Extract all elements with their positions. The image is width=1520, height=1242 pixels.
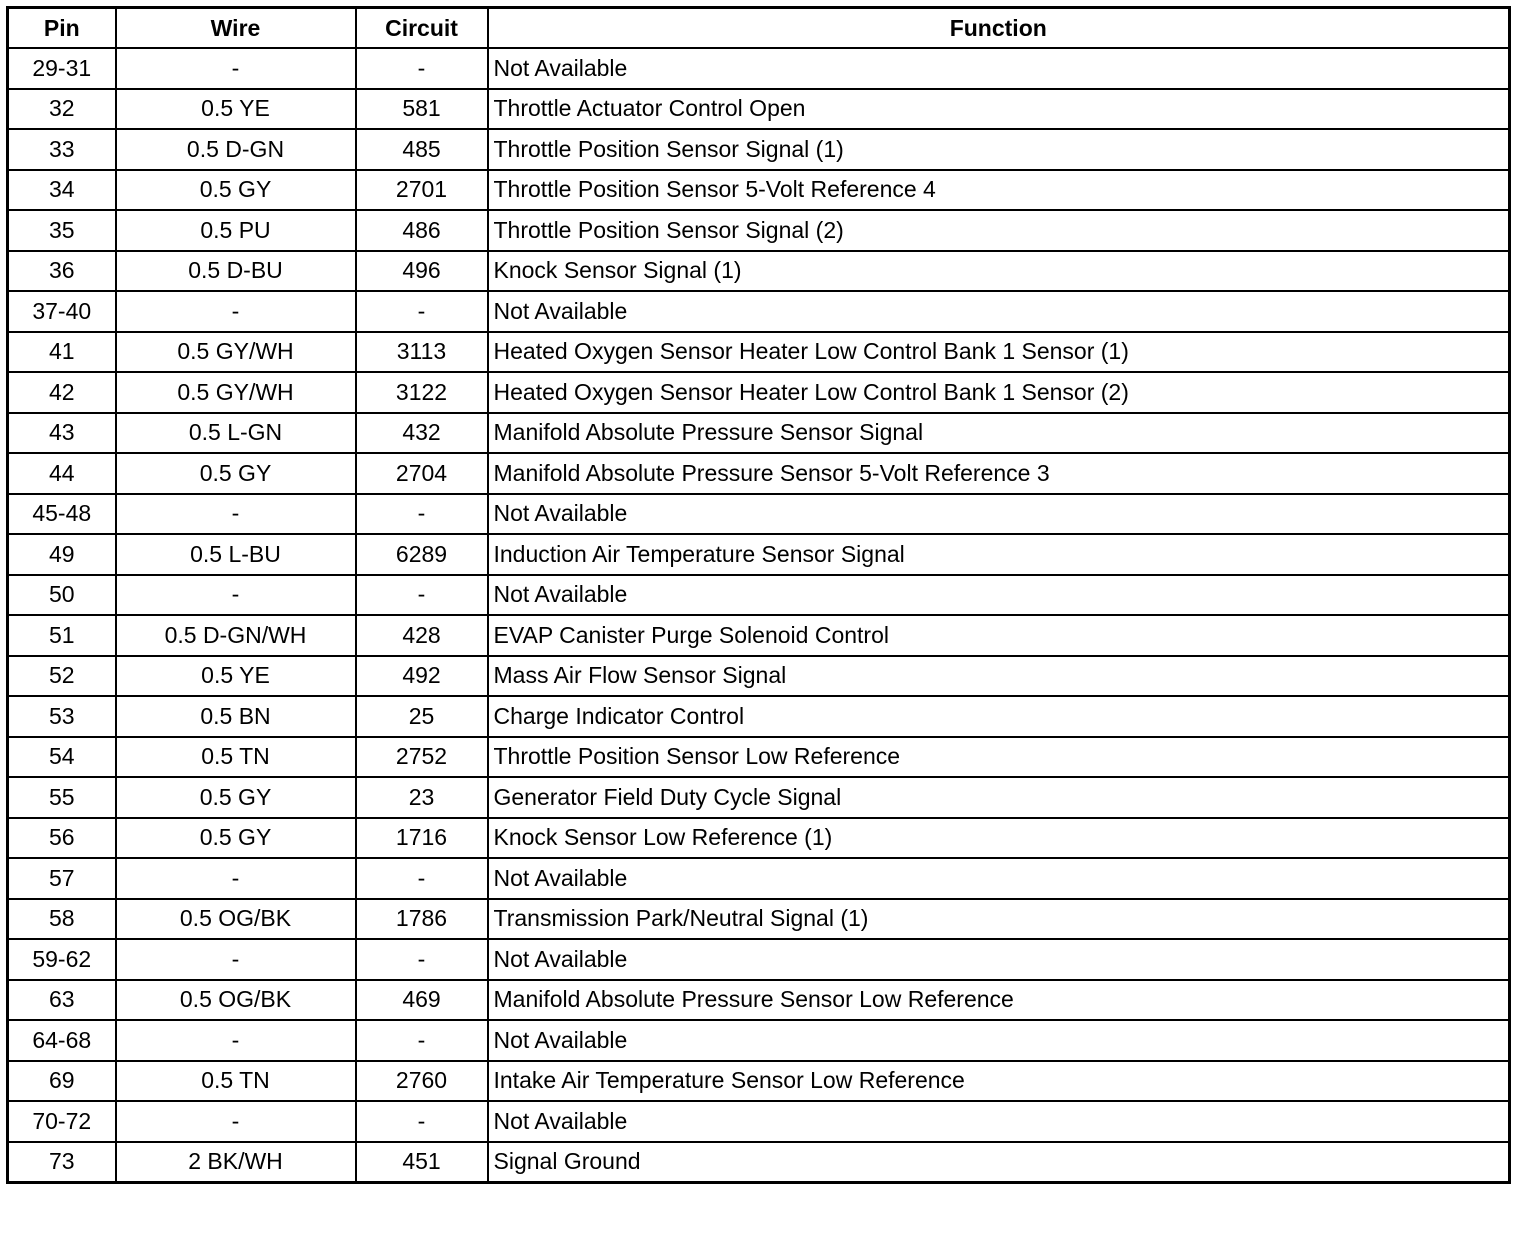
circuit-cell: 23 <box>356 777 488 818</box>
wire-cell: 0.5 TN <box>116 1061 356 1102</box>
circuit-cell: - <box>356 48 488 89</box>
function-cell: Not Available <box>488 291 1510 332</box>
table-row <box>8 615 1510 656</box>
wire-cell: 0.5 GY/WH <box>116 332 356 373</box>
wire-cell: - <box>116 48 356 89</box>
circuit-cell: - <box>356 1101 488 1142</box>
function-cell: Mass Air Flow Sensor Signal <box>488 656 1510 697</box>
pin-cell: 33 <box>8 129 116 170</box>
table-row <box>8 737 1510 778</box>
wire-cell: 0.5 GY <box>116 170 356 211</box>
wire-cell: - <box>116 1101 356 1142</box>
header-circuit: Circuit <box>356 8 488 49</box>
wire-cell: 0.5 OG/BK <box>116 899 356 940</box>
pin-cell: 45-48 <box>8 494 116 535</box>
function-cell: Not Available <box>488 1101 1510 1142</box>
wire-cell: 0.5 YE <box>116 89 356 130</box>
wire-cell: 0.5 PU <box>116 210 356 251</box>
pin-cell: 52 <box>8 656 116 697</box>
circuit-cell: 492 <box>356 656 488 697</box>
circuit-cell: - <box>356 939 488 980</box>
wire-cell: 0.5 L-BU <box>116 534 356 575</box>
circuit-cell: 3113 <box>356 332 488 373</box>
wire-cell: 0.5 OG/BK <box>116 980 356 1021</box>
circuit-cell: - <box>356 858 488 899</box>
function-cell: Throttle Actuator Control Open <box>488 89 1510 130</box>
table-row <box>8 534 1510 575</box>
table-row <box>8 291 1510 332</box>
connector-pinout-table <box>6 6 1511 1184</box>
pin-cell: 56 <box>8 818 116 859</box>
table-header <box>8 8 1510 49</box>
pin-cell: 29-31 <box>8 48 116 89</box>
circuit-cell: - <box>356 1020 488 1061</box>
wire-cell: 0.5 GY <box>116 818 356 859</box>
table-row <box>8 372 1510 413</box>
pin-cell: 36 <box>8 251 116 292</box>
wire-cell: 0.5 GY <box>116 777 356 818</box>
circuit-cell: 6289 <box>356 534 488 575</box>
pin-cell: 34 <box>8 170 116 211</box>
wire-cell: 0.5 D-GN/WH <box>116 615 356 656</box>
table-row <box>8 575 1510 616</box>
circuit-cell: 1786 <box>356 899 488 940</box>
wire-cell: - <box>116 494 356 535</box>
table-row <box>8 777 1510 818</box>
table-row <box>8 48 1510 89</box>
header-wire: Wire <box>116 8 356 49</box>
wire-cell: 0.5 TN <box>116 737 356 778</box>
function-cell: Throttle Position Sensor Signal (1) <box>488 129 1510 170</box>
pin-cell: 70-72 <box>8 1101 116 1142</box>
function-cell: Heated Oxygen Sensor Heater Low Control Bank 1 Sensor (1) <box>488 332 1510 373</box>
table-row <box>8 89 1510 130</box>
wire-cell: 0.5 GY/WH <box>116 372 356 413</box>
table-row <box>8 939 1510 980</box>
pin-cell: 50 <box>8 575 116 616</box>
table-row <box>8 170 1510 211</box>
table-row <box>8 129 1510 170</box>
pin-cell: 37-40 <box>8 291 116 332</box>
pin-cell: 73 <box>8 1142 116 1183</box>
circuit-cell: 2701 <box>356 170 488 211</box>
function-cell: Transmission Park/Neutral Signal (1) <box>488 899 1510 940</box>
function-cell: Not Available <box>488 575 1510 616</box>
circuit-cell: 432 <box>356 413 488 454</box>
wire-cell: 0.5 GY <box>116 453 356 494</box>
function-cell: Not Available <box>488 939 1510 980</box>
table-row <box>8 1142 1510 1183</box>
function-cell: Not Available <box>488 858 1510 899</box>
table-row <box>8 494 1510 535</box>
circuit-cell: 469 <box>356 980 488 1021</box>
wire-cell: 0.5 BN <box>116 696 356 737</box>
wire-cell: - <box>116 939 356 980</box>
pin-cell: 35 <box>8 210 116 251</box>
pin-cell: 42 <box>8 372 116 413</box>
pin-cell: 58 <box>8 899 116 940</box>
table-row <box>8 818 1510 859</box>
circuit-cell: 451 <box>356 1142 488 1183</box>
circuit-cell: 1716 <box>356 818 488 859</box>
circuit-cell: 2704 <box>356 453 488 494</box>
function-cell: Knock Sensor Low Reference (1) <box>488 818 1510 859</box>
table-row <box>8 210 1510 251</box>
function-cell: Manifold Absolute Pressure Sensor 5-Volt Reference 3 <box>488 453 1510 494</box>
function-cell: Throttle Position Sensor Signal (2) <box>488 210 1510 251</box>
header-row <box>8 8 1510 49</box>
wire-cell: 2 BK/WH <box>116 1142 356 1183</box>
wire-cell: - <box>116 291 356 332</box>
pin-cell: 57 <box>8 858 116 899</box>
circuit-cell: 581 <box>356 89 488 130</box>
pin-cell: 63 <box>8 980 116 1021</box>
pin-cell: 41 <box>8 332 116 373</box>
circuit-cell: 25 <box>356 696 488 737</box>
circuit-cell: - <box>356 575 488 616</box>
function-cell: Intake Air Temperature Sensor Low Reference <box>488 1061 1510 1102</box>
table-row <box>8 980 1510 1021</box>
function-cell: Knock Sensor Signal (1) <box>488 251 1510 292</box>
pin-cell: 53 <box>8 696 116 737</box>
wire-cell: - <box>116 575 356 616</box>
table-body <box>8 48 1510 1183</box>
circuit-cell: 486 <box>356 210 488 251</box>
pin-cell: 49 <box>8 534 116 575</box>
function-cell: Induction Air Temperature Sensor Signal <box>488 534 1510 575</box>
wire-cell: - <box>116 858 356 899</box>
function-cell: Generator Field Duty Cycle Signal <box>488 777 1510 818</box>
pin-cell: 64-68 <box>8 1020 116 1061</box>
table-row <box>8 1101 1510 1142</box>
circuit-cell: 3122 <box>356 372 488 413</box>
wire-cell: 0.5 D-GN <box>116 129 356 170</box>
function-cell: Manifold Absolute Pressure Sensor Low Reference <box>488 980 1510 1021</box>
circuit-cell: 485 <box>356 129 488 170</box>
table-row <box>8 332 1510 373</box>
circuit-cell: 496 <box>356 251 488 292</box>
function-cell: Manifold Absolute Pressure Sensor Signal <box>488 413 1510 454</box>
circuit-cell: 2760 <box>356 1061 488 1102</box>
wire-cell: 0.5 D-BU <box>116 251 356 292</box>
table-row <box>8 1020 1510 1061</box>
pin-cell: 43 <box>8 413 116 454</box>
function-cell: Not Available <box>488 494 1510 535</box>
circuit-cell: - <box>356 494 488 535</box>
function-cell: Charge Indicator Control <box>488 696 1510 737</box>
table-row <box>8 899 1510 940</box>
table-row <box>8 1061 1510 1102</box>
table-row <box>8 858 1510 899</box>
wire-cell: 0.5 L-GN <box>116 413 356 454</box>
table-row <box>8 251 1510 292</box>
pin-cell: 32 <box>8 89 116 130</box>
function-cell: Throttle Position Sensor Low Reference <box>488 737 1510 778</box>
pin-cell: 54 <box>8 737 116 778</box>
wire-cell: 0.5 YE <box>116 656 356 697</box>
function-cell: Throttle Position Sensor 5-Volt Reference 4 <box>488 170 1510 211</box>
pin-cell: 44 <box>8 453 116 494</box>
pin-cell: 51 <box>8 615 116 656</box>
pin-cell: 55 <box>8 777 116 818</box>
function-cell: Signal Ground <box>488 1142 1510 1183</box>
table-row <box>8 453 1510 494</box>
circuit-cell: 2752 <box>356 737 488 778</box>
function-cell: EVAP Canister Purge Solenoid Control <box>488 615 1510 656</box>
pin-cell: 59-62 <box>8 939 116 980</box>
table-row <box>8 696 1510 737</box>
circuit-cell: - <box>356 291 488 332</box>
header-pin: Pin <box>8 8 116 49</box>
table-row <box>8 413 1510 454</box>
function-cell: Heated Oxygen Sensor Heater Low Control Bank 1 Sensor (2) <box>488 372 1510 413</box>
wire-cell: - <box>116 1020 356 1061</box>
header-function: Function <box>488 8 1510 49</box>
circuit-cell: 428 <box>356 615 488 656</box>
function-cell: Not Available <box>488 48 1510 89</box>
pin-cell: 69 <box>8 1061 116 1102</box>
function-cell: Not Available <box>488 1020 1510 1061</box>
table-row <box>8 656 1510 697</box>
